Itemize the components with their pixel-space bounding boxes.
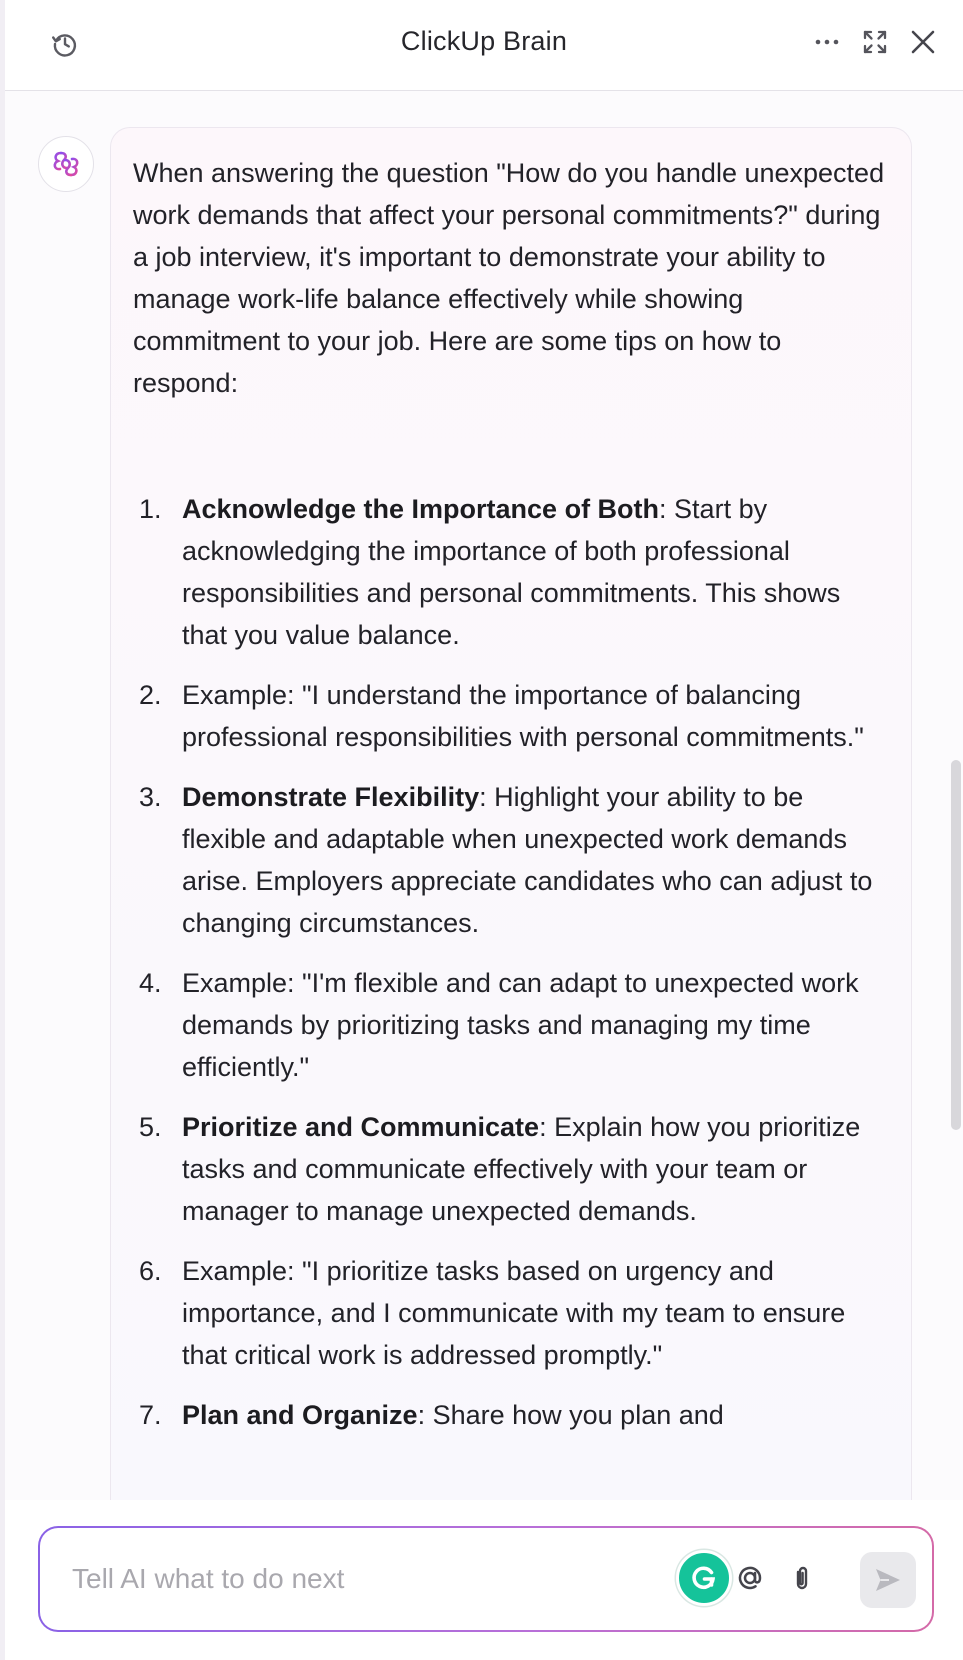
panel-header: [5, 0, 963, 91]
list-item: 3. Demonstrate Flexibility: Highlight your ability to be flexible and adaptable when unexpected work demands arise. Employers appreciate candidates who can adjust to changing circumstances.: [139, 782, 873, 938]
panel-title: ClickUp Brain: [400, 26, 568, 56]
list-item: 1. Acknowledge the Importance of Both: Start by acknowledging the importance of both professional responsibilities and personal commitments. This shows that you value balance.: [139, 494, 841, 650]
grammarly-button[interactable]: [676, 1550, 732, 1606]
more-horizontal-icon: [813, 28, 841, 56]
close-icon: [910, 29, 936, 55]
mention-button[interactable]: [730, 1558, 770, 1598]
list-item: 2. Example: "I understand the importance of balancing professional responsibilities with personal commitments.": [139, 680, 864, 752]
response-intro: When answering the question "How do you handle unexpected work demands that affect your personal commitments?" during a job interview, it's important to demonstrate your ability to manage work-life balance effectively while showing commitment to your job. Here are some tips on how to respond:: [133, 158, 885, 398]
at-mention-icon: [735, 1563, 765, 1593]
more-options-button[interactable]: [807, 22, 847, 62]
paragraph-gap: [133, 434, 889, 488]
send-icon: [873, 1565, 903, 1595]
list-item: 5. Prioritize and Communicate: Explain how you prioritize tasks and communicate effectively with your team or manager to manage unexpected demands.: [139, 1112, 861, 1226]
list-item: 6. Example: "I prioritize tasks based on urgency and importance, and I communicate with my team to ensure that critical work is addressed promptly.": [139, 1256, 846, 1370]
panel-left-edge: [0, 0, 5, 1660]
composer-border: [38, 1526, 934, 1632]
conversation-scrollbar[interactable]: [951, 760, 961, 1130]
list-item: 4. Example: "I'm flexible and can adapt to unexpected work demands by prioritizing tasks and managing my time efficiently.": [139, 968, 859, 1082]
prompt-input[interactable]: [70, 1556, 654, 1602]
attach-button[interactable]: [782, 1558, 822, 1598]
clickup-brain-logo-icon: [50, 148, 82, 180]
paperclip-icon: [787, 1563, 817, 1593]
tips-list: [133, 488, 889, 1436]
list-item: 7. Plan and Organize: Share how you plan and: [139, 1400, 724, 1430]
composer-box: [40, 1528, 932, 1630]
close-button[interactable]: [903, 22, 943, 62]
header-actions: [807, 22, 943, 62]
send-button[interactable]: [860, 1552, 916, 1608]
expand-button[interactable]: [855, 22, 895, 62]
ai-response-bubble: [110, 127, 912, 1528]
brain-avatar: [38, 136, 94, 192]
grammarly-icon: [689, 1563, 719, 1593]
expand-icon: [862, 29, 888, 55]
